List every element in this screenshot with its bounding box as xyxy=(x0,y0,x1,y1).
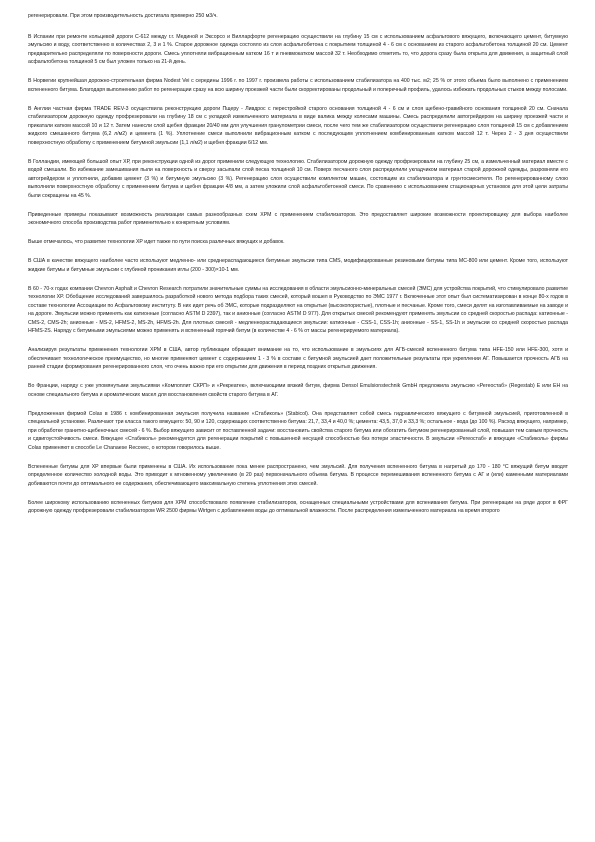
paragraph: Вспененные битумы для ХР впервые были применены в США. Их использование пока менее распространено, чем эмульсий. Для получения вспененного битума в нагретый до 170 - 180 °С вяжущий битум вводят определенное количество холодной воды. Это приводит к мгновенному увеличению (в 20 раз) первоначального объема битума. В процессе перемешивания вспененного битума с АГ и (или) каменными материалами добиваются почти до оптимального ее содержания, обеспечивающего максимальную степень уплотнения этих смесей. xyxy=(28,463,568,487)
paragraph: В Англии частная фирма TRADE REV-3 осуществила реконструкцию дороги Пщеру - Ливдрос с перестройкой старого основания толщиной 4 - 6 см и слоя щебено-гравийного основания толщиной 20 см. Сначала стабилизатором дорожную одежду профрезеровали на глубину 18 см с укладкой измельченного материала в виде валика между колесами машины. Смесь распределили автогрейдером на ширину проезжей части и прикатали катком массой 10 и 12 т. Затем нанесли слой щебня фракции 20/40 мм для улучшения гранулометрии смеси, после чего тем же стабилизатором осуществили регенерацию слоя толщиной 15 см с добавлением жидкого смешанного битума (6,2 л/м2) и цемента (1 %). Уплотнение смеси выполнили вибрационным катком с последующим уплотнением комбинированным катком массой 12 т. Через 2 - 3 дня осуществили поверхностную обработку с применением битумной эмульсии (1,1 л/м2) и щебня фракции 6/12 мм. xyxy=(28,105,568,146)
paragraph: Выше отмечалось, что развитие технологии ХР идет также по пути поиска различных вяжущих и добавок. xyxy=(28,239,285,245)
paragraph: В Испании при ремонте кольцевой дороги С-612 между г.г. Мединой и Эксорсо и Вилларфорте регенерацию осуществили на глубину 15 см с использованием асфальтового вяжущего, включающего цемент, битумную эмульсию и воду, соответственно в количествах 2, 3 и 1 %. Старое дорожное одежда состояло из слоя асфальтобетона с покрытием толщиной 4 - 6 см с основанием из старого асфальтобетона толщиной 20 см. Цемент предварительно распределяли по поверхности дороги. Смесь уплотняли вибрационным катком 16 т и пневмокатком массой 32 т. Необходимо отметить то, что дорога сразу была открыта для движения, а защитный слой асфальтобетона толщиной 5 см был уложен только на 21-й день. xyxy=(28,33,568,65)
paragraph: Более широкому использованию вспененных битумов для ХРМ способствовало появление стабилизаторов, оснащенных специальными устройствами для вспенивания битума. При регенерации на ряде дорог в ФРГ дорожную одежду профрезеровали стабилизатором WR 2500 фирмы Wirtgen с добавлением воды до оптимальной влажности. После распределения измельченного материала на время второго xyxy=(28,499,568,514)
paragraph: В США в качестве вяжущего наиболее часто используют медленно- или среднераспадающиеся битумные эмульсии типа СМS, модифицированные резиновыми битумы типа МС-800 или цемент. Кроме того, используют жидкие битумы и битумные эмульсии с глубиной проникания иглы (200 - 300)×10-1 мм. xyxy=(28,258,568,273)
paragraph: В 60 - 70-х годах компании Chevron Asphalt и Chevron Research потратили значительные суммы на исследования в области эмульсионно-минеральных смесей (ЭМС) для устройства покрытий, что стимулировало развитие технологии ХР. Обобщение исследований завершилось разработкой нового метода подбора таких смесей, который вошел в Руководство по ЭМС 1977 г. Включенные этот опыт был систематизирован в конце 80-х годов в составе технологии Ассоциации по Асфальтовому институту. В них идет речь об ЭМС, которые подразделяют на открытые (высокопористые), плотные и песчаные. Кроме того, смеси делят на изготавливаемые на заводе и на дороге. Эмульсии можно применять как катионные (согласно ASTM D 2397), так и анионные (согласно ASTM D 977). Для открытых смесей рекомендуют применять эмульсии со средней скоростью распада: катионные - CMS-2, CMS-2h; анионные - MS-2, HFMS-2, MS-2h, HFMS-2h. Для плотных смесей - медленнораспадающиеся эмульсии: катионные - CSS-1, CSS-1h; анионные - SS-1, SS-1h и эмульсии со средней скоростью распада HFMS-2S. Наряду с битумными эмульсиями можно применять и вспененный горячий битум (в количестве 4 - 6 % от массы регенерируемого материала). xyxy=(28,285,568,334)
paragraph: регенерировали. При этом производительность достигала примерно 250 м3/ч. xyxy=(28,13,218,19)
paragraph: Анализируя результаты применения технологии ХРМ в США, автор публикации обращает внимание на то, что использование в эмульсиях для АГБ-смесей вспененного битума типа HFE-150 или HFE-300, хотя и обеспечивает технологическое преимущество, но многие применяют цемент с содержанием 1 - 3 % в составе с битумной эмульсией дает положительные результаты при укреплении АГ. Повышается прочность АГБ на ранней стадии формирования регенерированного слоя, что очень важно при его открытии для движения в период поздних открытых движения. xyxy=(28,347,568,370)
paragraph: Во Франции, наряду с уже упомянутыми эмульсиями «Компоплит СКРП» и «Рекреатек», включающими вязкий битум, фирма Densol Emulsionstechnik GmbH предложила эмульсию «Регеостаб» (Regestab) Е или ЕН на основе специального битума и ароматических масел для восстановления свойств старого битума в АГ. xyxy=(28,383,568,398)
paragraph: В Голландии, имеющей большой опыт ХР, при реконструкции одной из дорог применили следующую технологию. Стабилизатором дорожную одежду профрезеровали на глубину 25 см, а измельченный материал вместе с водой смешали. Во избежание замешивания пыли на поверхность и сверху засыпали слой песка толщиной 10 см. Поверх песчаного слоя распределили укладчиком материал старой дорожной одежды, разровняли его автогрейдером и уплотнили, добавив цемент (3 %) и битумную эмульсию (3 %). Регенерацию слоя осуществили комплектом машин, состоящим из стабилизатора и грунтосмесителя. По регенерированному слою выполнили поверхностную обработку с применением битума и щебня фракции 4/8 мм, а затем уложили слой асфальтобетонной смеси. По сравнению с использованием стационарных установок для этой цели затраты были сокращены на 45 %. xyxy=(28,158,568,199)
paragraph: Предложенная фирмой Colas в 1986 г. комбинированная эмульсия получила название «Стабиколь» (Stabicol). Она представляет собой смесь гидравлического вяжущего с битумной эмульсией, приготовленной в специальной установке. Различают три класса такого вяжущего: 50, 90 и 120, содержащих соответственно битума: 21,7, 33,4 и 40,0 %; цемента: 43,5, 37,0 и 33,3 %; остальное - вода (до 100 %). Расход вяжущего, например, при обработке гранитно-щебеночных смесей - 6 %. Выбор вяжущего зависит от поставленной задачи: восстановить свойства старого битума или обогатить битумом регенерированный слой, повышая тем самым прочность и сдвигоустойчивость смеси. Вяжущее «Стабиколь» рекомендуется для регенерации покрытий с повышенной несущей способностью без потери эластичности. В эмульсии «Регеостаб» и вяжущие «Стабиколь» фирмы Colas применяют в способе Le Chanaese Recovec, о котором говорилось выше. xyxy=(28,410,568,451)
paragraph: В Норвегии крупнейшая дорожно-строительная фирма Nodest Vei с середины 1996 г. по 1997 г. произвела работы с использованием стабилизатора на 400 тыс. м2; 25 % от этого объема было выполнено с применением вспененного битума. Благодаря выполнению работ по регенерации сразу на всю ширину проезжей части были скорректированы продольный и поперечный профиль, удалось избежать продольных стыков между полосами. xyxy=(28,78,568,93)
paragraph: Приведенные примеры показывают возможность реализации самых разнообразных схем ХРМ с применением стабилизаторов. Это предоставляет широкие возможности проектировщику для выбора наиболее экономичного способа производства работ применительно к конкретным условиям. xyxy=(28,211,568,226)
